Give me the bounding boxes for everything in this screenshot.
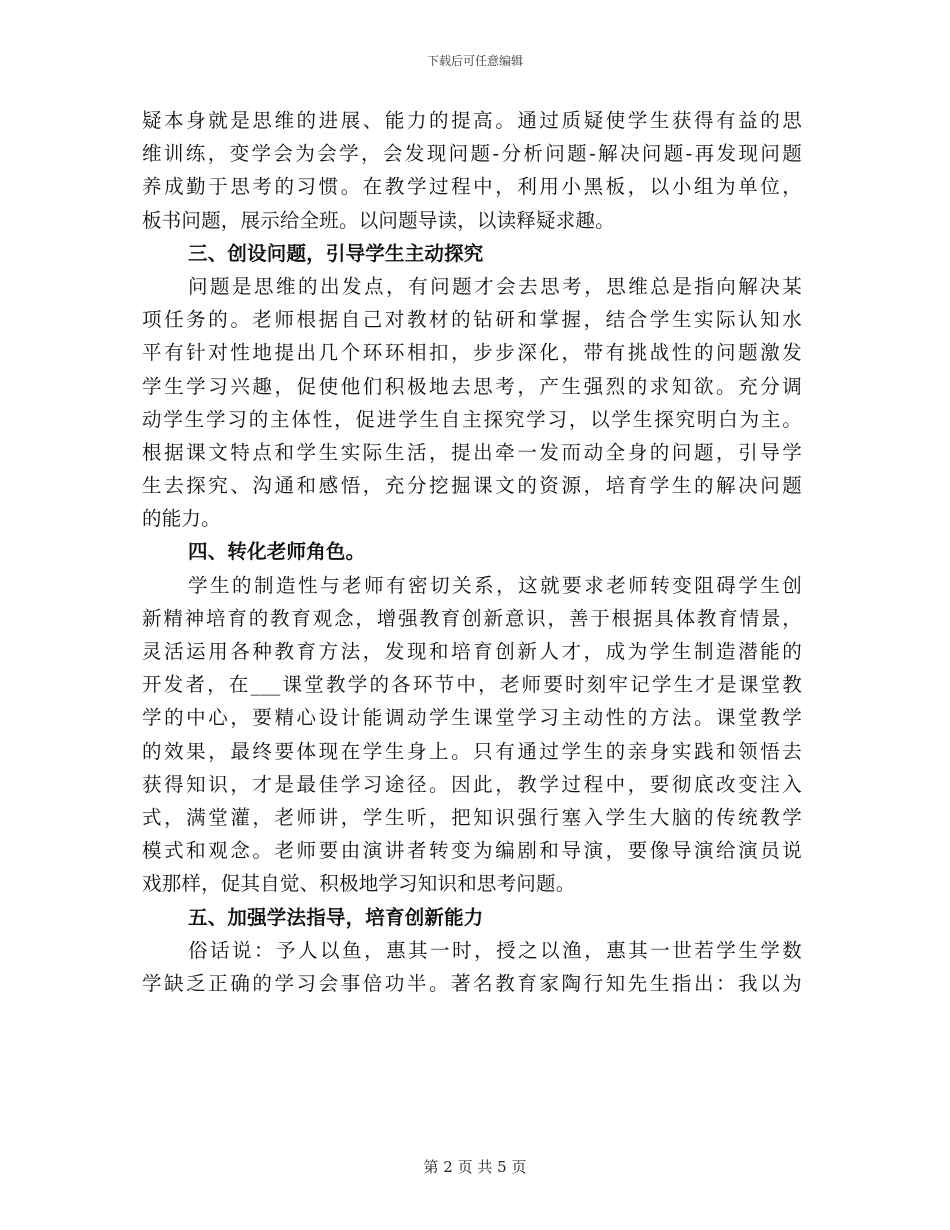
paragraph-first-line: 学生的制造性与老师有密切关系，这就要求老师转变阻碍学生创: [188, 573, 802, 597]
section-heading: 五、加强学法指导，培育创新能力: [188, 905, 484, 929]
section-heading: 三、创设问题，引导学生主动探究: [188, 241, 484, 265]
text-line: 模式和观念。老师要由演讲者转变为编剧和导演，要像导演给演员说: [142, 839, 802, 863]
paragraph-first-line: 问题是思维的出发点，有问题才会去思考，思维总是指向解决某: [188, 274, 802, 298]
paragraph-last-line: 板书问题，展示给全班。以问题导读，以读释疑求趣。: [142, 208, 615, 232]
text-line: 新精神培育的教育观念，增强教育创新意识，善于根据具体教育情景，: [142, 606, 802, 630]
text-line: 项任务的。老师根据自己对教材的钻研和掌握，结合学生实际认知水: [142, 308, 802, 332]
text-line: 生去探究、沟通和感悟，充分挖掘课文的资源，培育学生的解决问题: [142, 474, 802, 498]
paragraph-first-line: 俗话说：予人以鱼，惠其一时，授之以渔，惠其一世若学生学数: [188, 938, 802, 962]
text-line: 平有针对性地提出几个环环相扣，步步深化，带有挑战性的问题激发: [142, 341, 802, 365]
document-body: [142, 104, 802, 1000]
text-line: 维训练，变学会为会学，会发现问题-分析问题-解决问题-再发现问题: [142, 142, 802, 166]
page-header: 下载后可任意编辑: [426, 54, 523, 68]
text-line: 学的中心，要精心设计能调动学生课堂学习主动性的方法。课堂教学: [142, 706, 802, 730]
text-line: 学生学习兴趣，促使他们积极地去思考，产生强烈的求知欲。充分调: [142, 374, 802, 398]
page-footer: 第 2 页 共 5 页: [423, 1158, 527, 1176]
text-line: 式，满堂灌，老师讲，学生听，把知识强行塞入学生大脑的传统教学: [142, 805, 802, 829]
text-line: 的效果，最终要体现在学生身上。只有通过学生的亲身实践和领悟去: [142, 739, 802, 763]
text-line: 根据课文特点和学生实际生活，提出牵一发而动全身的问题，引导学: [142, 440, 802, 464]
text-line: 开发者，在___课堂教学的各环节中，老师要时刻牢记学生才是课堂教: [142, 673, 802, 697]
text-line: 疑本身就是思维的进展、能力的提高。通过质疑使学生获得有益的思: [142, 109, 802, 132]
paragraph-last-line: 的能力。: [142, 507, 221, 531]
text-line: 获得知识，才是最佳学习途径。因此，教学过程中，要彻底改变注入: [142, 772, 802, 796]
text-line: 动学生学习的主体性，促进学生自主探究学习，以学生探究明白为主。: [142, 407, 802, 431]
section-heading: 四、转化老师角色。: [188, 540, 366, 564]
text-line: 养成勤于思考的习惯。在教学过程中，利用小黑板，以小组为单位，: [142, 175, 802, 199]
text-line: 学缺乏正确的学习会事倍功半。著名教育家陶行知先生指出：我以为: [142, 971, 802, 995]
text-line: 灵活运用各种教育方法，发现和培育创新人才，成为学生制造潜能的: [142, 640, 802, 663]
paragraph-last-line: 戏那样，促其自觉、积极地学习知识和思考问题。: [142, 872, 576, 896]
